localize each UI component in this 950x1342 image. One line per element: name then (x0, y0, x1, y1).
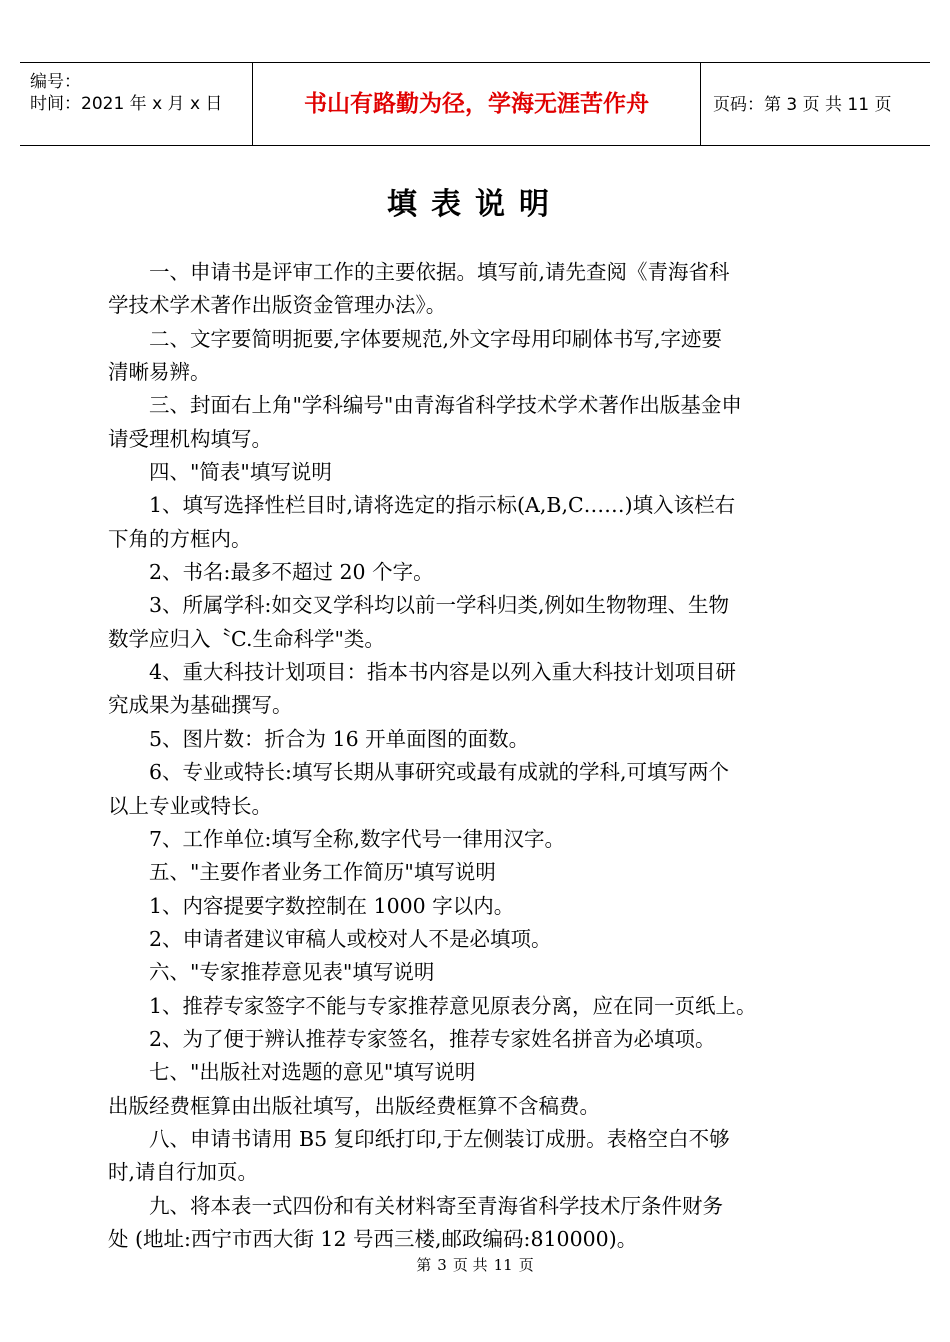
section-heading: 四、"简表"填写说明 (149, 460, 332, 485)
page-header (20, 62, 930, 146)
text-line: 处 (地址:西宁市西大街 12 号西三楼,邮政编码:810000)。 (108, 1226, 638, 1251)
text-line: 九、将本表一式四份和有关材料寄至青海省科学技术厅条件财务 (149, 1193, 723, 1218)
text-line: 1、填写选择性栏目时,请将选定的指示标(A,B,C……)填入该栏右 (149, 493, 736, 518)
text-line: 八、申请书请用 B5 复印纸打印,于左侧装订成册。表格空白不够 (149, 1126, 730, 1151)
header-meta-cell (20, 63, 253, 145)
text-line: 1、推荐专家签字不能与专家推荐意见原表分离，应在同一页纸上。 (149, 993, 757, 1018)
footer-page-suffix: 页 (518, 1256, 534, 1274)
document-number-label: 编号： (30, 72, 81, 92)
text-line: 一、申请书是评审工作的主要依据。填写前,请先查阅《青海省科 (149, 260, 730, 284)
text-line: 究成果为基础撰写。 (108, 693, 293, 718)
header-page-label: 页码：第 3 页 共 11 页 (713, 95, 892, 115)
document-date-label: 时间：2021 年 x 月 x 日 (30, 94, 223, 114)
text-line: 1、内容提要字数控制在 1000 字以内。 (149, 893, 515, 918)
text-line: 三、封面右上角"学科编号"由青海省科学技术学术著作出版基金申 (149, 393, 742, 418)
text-line: 3、所属学科:如交叉学科均以前一学科归类,例如生物物理、生物 (149, 593, 729, 618)
footer-page-mid: 页 共 (452, 1256, 488, 1274)
footer-page-number: 3 (437, 1256, 447, 1274)
text-line: 下角的方框内。 (108, 526, 252, 551)
text-line: 7、工作单位:填写全称,数字代号一律用汉字。 (149, 826, 565, 851)
text-line: 出版经费框算由出版社填写，出版经费框算不含稿费。 (108, 1093, 600, 1118)
section-heading: 五、"主要作者业务工作简历"填写说明 (149, 860, 496, 885)
header-motto: 书山有路勤为径，学海无涯苦作舟 (304, 91, 649, 117)
text-line: 2、申请者建议审稿人或校对人不是必填项。 (149, 926, 552, 951)
page-title: 填表说明 (387, 187, 563, 222)
text-line: 请受理机构填写。 (108, 426, 272, 451)
text-line: 4、重大科技计划项目：指本书内容是以列入重大科技计划项目研 (149, 660, 737, 685)
instructions-body (108, 256, 848, 1256)
footer-page-prefix: 第 (416, 1256, 432, 1274)
text-line: 数学应归入〝C.生命科学"类。 (108, 626, 385, 651)
section-heading: 六、"专家推荐意见表"填写说明 (149, 960, 435, 985)
text-line: 以上专业或特长。 (108, 793, 272, 818)
section-heading: 七、"出版社对选题的意见"填写说明 (149, 1060, 476, 1085)
text-line: 6、专业或特长:填写长期从事研究或最有成就的学科,可填写两个 (149, 760, 729, 785)
text-line: 5、图片数：折合为 16 开单面图的面数。 (149, 726, 530, 751)
header-page-cell (701, 63, 930, 145)
text-line: 2、书名:最多不超过 20 个字。 (149, 560, 434, 585)
text-line: 2、为了便于辨认推荐专家签名，推荐专家姓名拼音为必填项。 (149, 1026, 716, 1051)
page-footer (0, 1255, 950, 1275)
text-line: 时,请自行加页。 (108, 1160, 259, 1185)
text-line: 学技术学术著作出版资金管理办法》。 (108, 293, 447, 318)
header-motto-cell (253, 63, 701, 145)
text-line: 二、文字要简明扼要,字体要规范,外文字母用印刷体书写,字迹要 (149, 326, 723, 351)
text-line: 清晰易辨。 (108, 360, 211, 385)
footer-page-total: 11 (493, 1256, 513, 1274)
